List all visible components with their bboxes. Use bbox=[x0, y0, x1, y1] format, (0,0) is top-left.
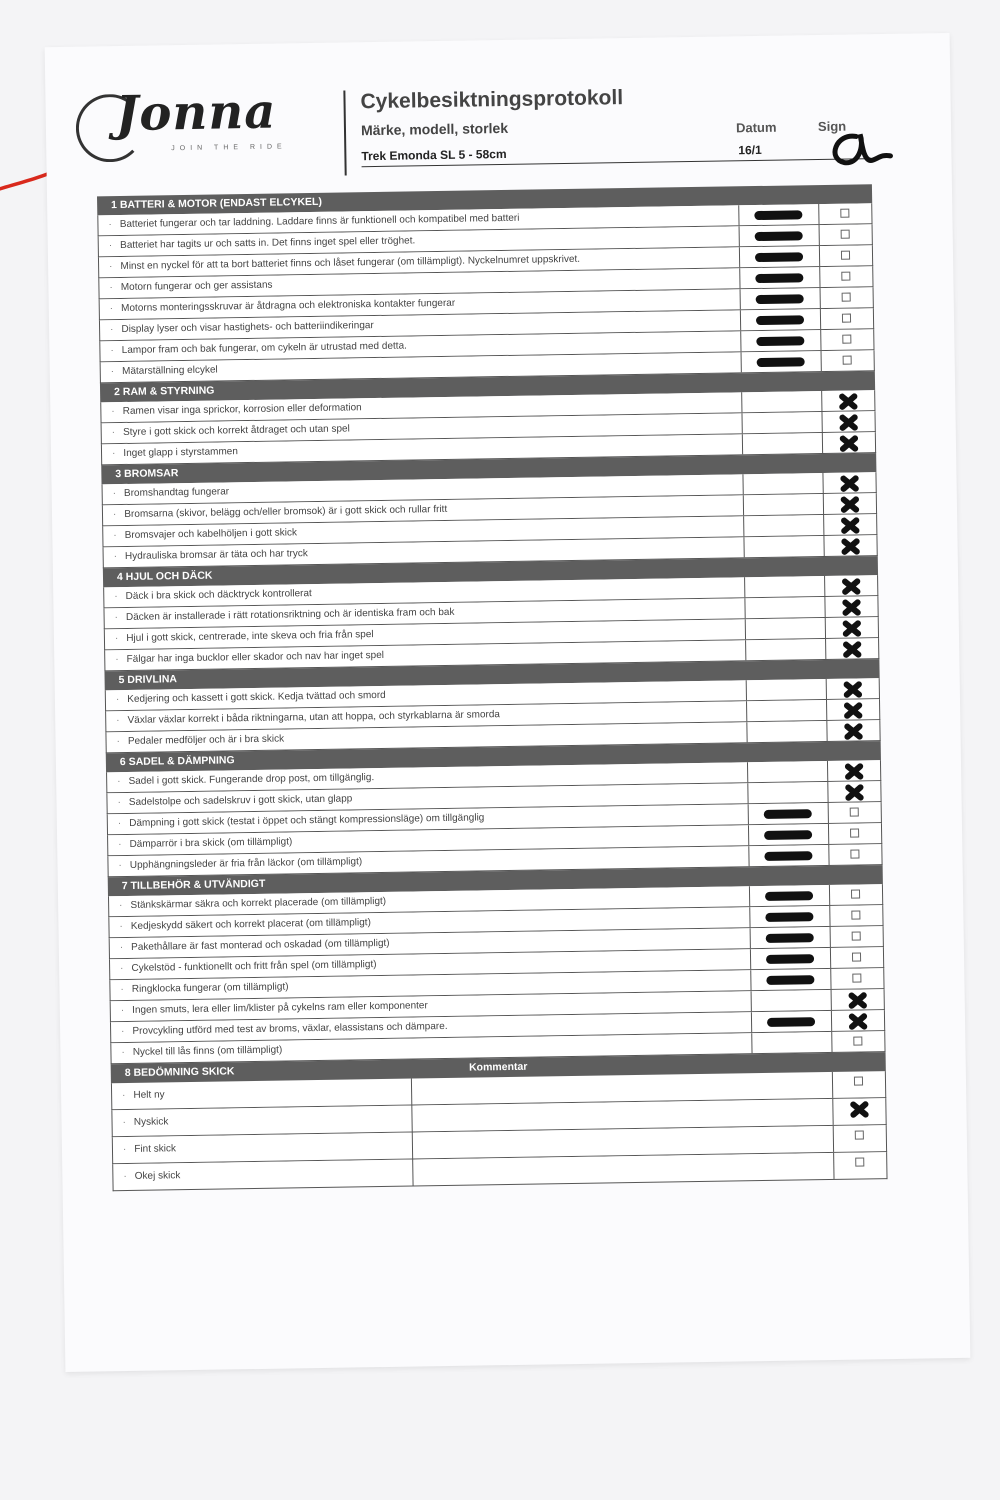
row-label: · Motorns monteringsskruvar är åtdragna och elektroniska kontakter fungerar bbox=[100, 289, 741, 319]
status-cell-a[interactable] bbox=[740, 267, 820, 288]
pen-dash-mark bbox=[765, 891, 813, 901]
row-label: · Hjul i gott skick, centrerade, inte skeva och fria från spel bbox=[105, 619, 746, 649]
pen-x-mark bbox=[836, 472, 862, 493]
row-label: · Display lyser och visar hastighets- och batteriindikeringar bbox=[100, 310, 741, 340]
row-label: · Cykelstöd - funktionellt och fritt från spel (om tillämpligt) bbox=[110, 949, 751, 979]
status-cell-b[interactable] bbox=[832, 1031, 884, 1052]
row-label: · Provcykling utförd med test av broms, växlar, elassistans och dämpare. bbox=[111, 1012, 752, 1042]
status-cell-b[interactable] bbox=[829, 823, 881, 844]
pen-x-mark bbox=[840, 720, 866, 741]
comment-label: Kommentar bbox=[468, 1060, 528, 1074]
pen-dash-mark bbox=[764, 830, 812, 840]
logo-text: Jonna bbox=[115, 83, 277, 143]
pen-dash-mark bbox=[766, 975, 814, 985]
pen-dash-mark bbox=[767, 1017, 815, 1027]
pen-dash-mark bbox=[756, 315, 804, 325]
row-label: · Dämparrör i bra skick (om tillämpligt) bbox=[108, 825, 749, 855]
assessment-check-cell[interactable] bbox=[834, 1152, 886, 1179]
checkbox[interactable] bbox=[850, 807, 859, 816]
status-cell-a[interactable] bbox=[752, 990, 832, 1011]
pen-x-mark bbox=[835, 390, 861, 411]
checkbox[interactable] bbox=[841, 230, 850, 239]
status-cell-b[interactable] bbox=[828, 781, 880, 802]
pen-x-mark bbox=[845, 1010, 871, 1031]
pen-x-mark bbox=[835, 411, 861, 432]
checkbox[interactable] bbox=[852, 973, 861, 982]
section-title: 7 TILLBEHÖR & UTVÄNDIGT bbox=[121, 877, 266, 893]
status-cell-a[interactable] bbox=[745, 597, 825, 618]
status-cell-a[interactable] bbox=[742, 412, 822, 433]
checkbox[interactable] bbox=[841, 272, 850, 281]
assessment-label: · Nyskick bbox=[112, 1106, 412, 1137]
document-subtitle: Märke, modell, storlek bbox=[360, 119, 509, 139]
checklist-table bbox=[97, 184, 888, 1191]
status-cell-b[interactable] bbox=[824, 535, 876, 556]
pen-x-mark bbox=[845, 989, 871, 1010]
status-cell-b[interactable] bbox=[819, 203, 871, 224]
status-cell-b[interactable] bbox=[825, 575, 877, 596]
row-label: · Kedjeskydd säkert och korrekt placerat (om tillämpligt) bbox=[109, 907, 750, 937]
pen-dash-mark bbox=[764, 851, 812, 861]
status-cell-a[interactable] bbox=[748, 782, 828, 803]
assessment-label: · Fint skick bbox=[113, 1133, 413, 1164]
row-label: · Fälgar har inga bucklor eller skador och nav har inget spel bbox=[105, 640, 746, 670]
status-cell-b[interactable] bbox=[823, 432, 875, 453]
row-label: · Lampor fram och bak fungerar, om cykeln är utrustad med detta. bbox=[100, 331, 741, 361]
status-cell-a[interactable] bbox=[739, 204, 819, 225]
status-cell-a[interactable] bbox=[747, 679, 827, 700]
assessment-check-cell[interactable] bbox=[833, 1098, 885, 1125]
pen-x-mark bbox=[841, 781, 867, 802]
status-cell-b[interactable] bbox=[821, 308, 873, 329]
pen-dash-mark bbox=[765, 912, 813, 922]
checkbox[interactable] bbox=[855, 1157, 864, 1166]
model-value: Trek Emonda SL 5 - 58cm bbox=[361, 146, 507, 164]
pen-dash-mark bbox=[764, 809, 812, 819]
status-cell-b[interactable] bbox=[824, 493, 876, 514]
status-cell-a[interactable] bbox=[741, 330, 821, 351]
checkbox[interactable] bbox=[850, 828, 859, 837]
checkbox[interactable] bbox=[854, 1076, 863, 1085]
status-cell-a[interactable] bbox=[749, 845, 829, 866]
status-cell-b[interactable] bbox=[830, 905, 882, 926]
pen-x-mark bbox=[836, 432, 862, 453]
pen-dash-mark bbox=[755, 252, 803, 262]
section-title: 6 SADEL & DÄMPNING bbox=[119, 754, 235, 769]
status-cell-a[interactable] bbox=[746, 639, 826, 660]
jonna-logo bbox=[65, 83, 316, 167]
checkbox[interactable] bbox=[841, 251, 850, 260]
pen-x-mark bbox=[837, 514, 863, 535]
status-cell-b[interactable] bbox=[825, 596, 877, 617]
row-label: · Upphängningsleder är fria från läckor (om tillämpligt) bbox=[108, 846, 749, 876]
status-cell-b[interactable] bbox=[820, 224, 872, 245]
status-cell-b[interactable] bbox=[831, 926, 883, 947]
status-cell-b[interactable] bbox=[827, 699, 879, 720]
status-cell-b[interactable] bbox=[820, 245, 872, 266]
status-cell-b[interactable] bbox=[832, 989, 884, 1010]
row-label: · Batteriet har tagits ur och satts in. Det finns inget spel eller tröghet. bbox=[99, 226, 740, 256]
status-cell-b[interactable] bbox=[827, 678, 879, 699]
checkbox[interactable] bbox=[852, 931, 861, 940]
status-cell-a[interactable] bbox=[747, 700, 827, 721]
datum-value: 16/1 bbox=[738, 142, 762, 158]
checkbox[interactable] bbox=[842, 335, 851, 344]
status-cell-a[interactable] bbox=[752, 1011, 832, 1032]
checkbox[interactable] bbox=[842, 314, 851, 323]
row-label: · Pakethållare är fast monterad och oskadad (om tillämpligt) bbox=[110, 928, 751, 958]
pen-dash-mark bbox=[755, 231, 803, 241]
status-cell-b[interactable] bbox=[821, 287, 873, 308]
row-label: · Växlar växlar korrekt i båda riktningarna, utan att hoppa, och styrkablarna är smorda bbox=[106, 701, 747, 731]
assessment-label: · Okej skick bbox=[113, 1160, 413, 1191]
row-label: · Pedaler medföljer och är i bra skick bbox=[106, 722, 747, 752]
row-label: · Ramen visar inga sprickor, korrosion eller deformation bbox=[101, 392, 742, 422]
status-cell-a[interactable] bbox=[751, 969, 831, 990]
row-label: · Kedjering och kassett i gott skick. Kedja tvättad och smord bbox=[106, 680, 747, 710]
status-cell-a[interactable] bbox=[741, 288, 821, 309]
section-title: 5 DRIVLINA bbox=[118, 673, 178, 687]
row-label: · Däck i bra skick och däcktryck kontrollerat bbox=[104, 577, 745, 607]
pen-dash-mark bbox=[757, 357, 805, 367]
inspection-form-paper bbox=[45, 33, 971, 1372]
status-cell-b[interactable] bbox=[827, 720, 879, 741]
row-label: · Mätarställning elcykel bbox=[101, 352, 742, 382]
checkbox[interactable] bbox=[851, 889, 860, 898]
status-cell-a[interactable] bbox=[751, 948, 831, 969]
datum-label: Datum bbox=[735, 119, 777, 136]
checkbox[interactable] bbox=[842, 293, 851, 302]
status-cell-b[interactable] bbox=[832, 1010, 884, 1031]
status-cell-a[interactable] bbox=[750, 906, 830, 927]
status-cell-b[interactable] bbox=[820, 266, 872, 287]
status-cell-b[interactable] bbox=[828, 760, 880, 781]
status-cell-a[interactable] bbox=[744, 515, 824, 536]
pen-x-mark bbox=[837, 493, 863, 514]
row-label: · Sadel i gott skick. Fungerande drop post, om tillgänglig. bbox=[107, 762, 748, 792]
handwritten-signature bbox=[816, 118, 897, 169]
status-cell-a[interactable] bbox=[748, 761, 828, 782]
checkbox[interactable] bbox=[843, 356, 852, 365]
row-label: · Inget glapp i styrstammen bbox=[102, 434, 743, 464]
status-cell-a[interactable] bbox=[743, 473, 823, 494]
pen-x-mark bbox=[839, 617, 865, 638]
status-cell-a[interactable] bbox=[749, 803, 829, 824]
status-cell-b[interactable] bbox=[826, 617, 878, 638]
status-cell-a[interactable] bbox=[747, 721, 827, 742]
row-label: · Stänkskärmar säkra och korrekt placerade (om tillämpligt) bbox=[109, 886, 750, 916]
status-cell-b[interactable] bbox=[829, 844, 881, 865]
sign-label: Sign bbox=[817, 118, 847, 135]
checkbox[interactable] bbox=[851, 910, 860, 919]
checkbox[interactable] bbox=[855, 1130, 864, 1139]
assessment-label: · Helt ny bbox=[112, 1079, 412, 1110]
section-title: 2 RAM & STYRNING bbox=[113, 384, 215, 399]
status-cell-b[interactable] bbox=[822, 390, 874, 411]
row-label: · Hydrauliska bromsar är täta och har tryck bbox=[104, 537, 745, 567]
pen-dash-mark bbox=[755, 273, 803, 283]
row-label: · Styre i gott skick och korrekt åtdraget och utan spel bbox=[102, 413, 743, 443]
pen-x-mark bbox=[840, 699, 866, 720]
status-cell-a[interactable] bbox=[746, 618, 826, 639]
status-cell-b[interactable] bbox=[822, 350, 874, 371]
assessment-check-cell[interactable] bbox=[834, 1125, 886, 1152]
pen-dash-mark bbox=[756, 336, 804, 346]
row-label: · Nyckel till lås finns (om tillämpligt) bbox=[111, 1033, 752, 1063]
status-cell-a[interactable] bbox=[750, 885, 830, 906]
checkbox[interactable] bbox=[850, 849, 859, 858]
pen-dash-mark bbox=[766, 933, 814, 943]
comment-field[interactable] bbox=[413, 1153, 834, 1186]
row-label: · Bromsarna (skivor, belägg och/eller bromsok) är i gott skick och rullar fritt bbox=[103, 495, 744, 525]
status-cell-a[interactable] bbox=[745, 576, 825, 597]
status-cell-a[interactable] bbox=[744, 494, 824, 515]
assessment-title: 8 BEDÖMNING SKICK bbox=[124, 1065, 235, 1080]
logo-tagline: JOIN THE RIDE bbox=[171, 143, 287, 153]
section-title: 4 HJUL OCH DÄCK bbox=[116, 569, 213, 584]
status-cell-a[interactable] bbox=[740, 246, 820, 267]
status-cell-a[interactable] bbox=[752, 1032, 832, 1053]
section-title: 3 BROMSAR bbox=[115, 467, 179, 481]
pen-x-mark bbox=[837, 535, 863, 556]
pen-x-mark bbox=[840, 678, 866, 699]
status-cell-a[interactable] bbox=[742, 351, 822, 372]
status-cell-a[interactable] bbox=[751, 927, 831, 948]
status-cell-a[interactable] bbox=[744, 536, 824, 557]
pen-x-mark bbox=[838, 575, 864, 596]
pen-x-mark bbox=[841, 760, 867, 781]
status-cell-b[interactable] bbox=[831, 947, 883, 968]
section-title: 1 BATTERI & MOTOR (ENDAST ELCYKEL) bbox=[111, 195, 322, 212]
status-cell-b[interactable] bbox=[831, 968, 883, 989]
status-cell-a[interactable] bbox=[741, 309, 821, 330]
row-label: · Ringklocka fungerar (om tillämpligt) bbox=[110, 970, 751, 1000]
pen-dash-mark bbox=[754, 210, 802, 220]
document-title: Cykelbesiktningsprotokoll bbox=[360, 86, 624, 114]
header-divider bbox=[343, 90, 346, 175]
status-cell-b[interactable] bbox=[830, 884, 882, 905]
checkbox[interactable] bbox=[853, 1036, 862, 1045]
status-cell-a[interactable] bbox=[742, 391, 822, 412]
row-label: · Ingen smuts, lera eller lim/klister på cykelns ram eller komponenter bbox=[111, 991, 752, 1021]
status-cell-b[interactable] bbox=[824, 514, 876, 535]
status-cell-b[interactable] bbox=[823, 472, 875, 493]
row-label: · Däcken är installerade i rätt rotationsriktning och är identiska fram och bak bbox=[104, 598, 745, 628]
row-label: · Motorn fungerar och ger assistans bbox=[99, 268, 740, 298]
pen-x-mark bbox=[846, 1098, 872, 1119]
row-label: · Bromshandtag fungerar bbox=[103, 474, 744, 504]
status-cell-a[interactable] bbox=[740, 225, 820, 246]
pen-x-mark bbox=[838, 596, 864, 617]
row-label: · Bromsvajer och kabelhöljen i gott skick bbox=[103, 516, 744, 546]
row-label: · Dämpning i gott skick (testat i öppet och stängt kompressionsläge) om tillgänglig bbox=[108, 804, 749, 834]
status-cell-b[interactable] bbox=[829, 802, 881, 823]
status-cell-a[interactable] bbox=[749, 824, 829, 845]
status-cell-b[interactable] bbox=[826, 638, 878, 659]
row-label: · Minst en nyckel för att ta bort batteriet finns och låset fungerar (om tillämpligt). Nyckelnumret uppskrivet. bbox=[99, 247, 740, 277]
status-cell-b[interactable] bbox=[821, 329, 873, 350]
checkbox[interactable] bbox=[852, 952, 861, 961]
pen-dash-mark bbox=[766, 954, 814, 964]
row-label: · Sadelstolpe och sadelskruv i gott skick, utan glapp bbox=[107, 783, 748, 813]
row-label: · Batteriet fungerar och tar laddning. Laddare finns är funktionell och kompatibel med batteri bbox=[98, 205, 739, 235]
checkbox[interactable] bbox=[840, 209, 849, 218]
pen-x-mark bbox=[839, 638, 865, 659]
pen-dash-mark bbox=[756, 294, 804, 304]
assessment-check-cell[interactable] bbox=[833, 1071, 885, 1098]
status-cell-b[interactable] bbox=[822, 411, 874, 432]
status-cell-a[interactable] bbox=[743, 433, 823, 454]
form-header bbox=[45, 33, 952, 187]
